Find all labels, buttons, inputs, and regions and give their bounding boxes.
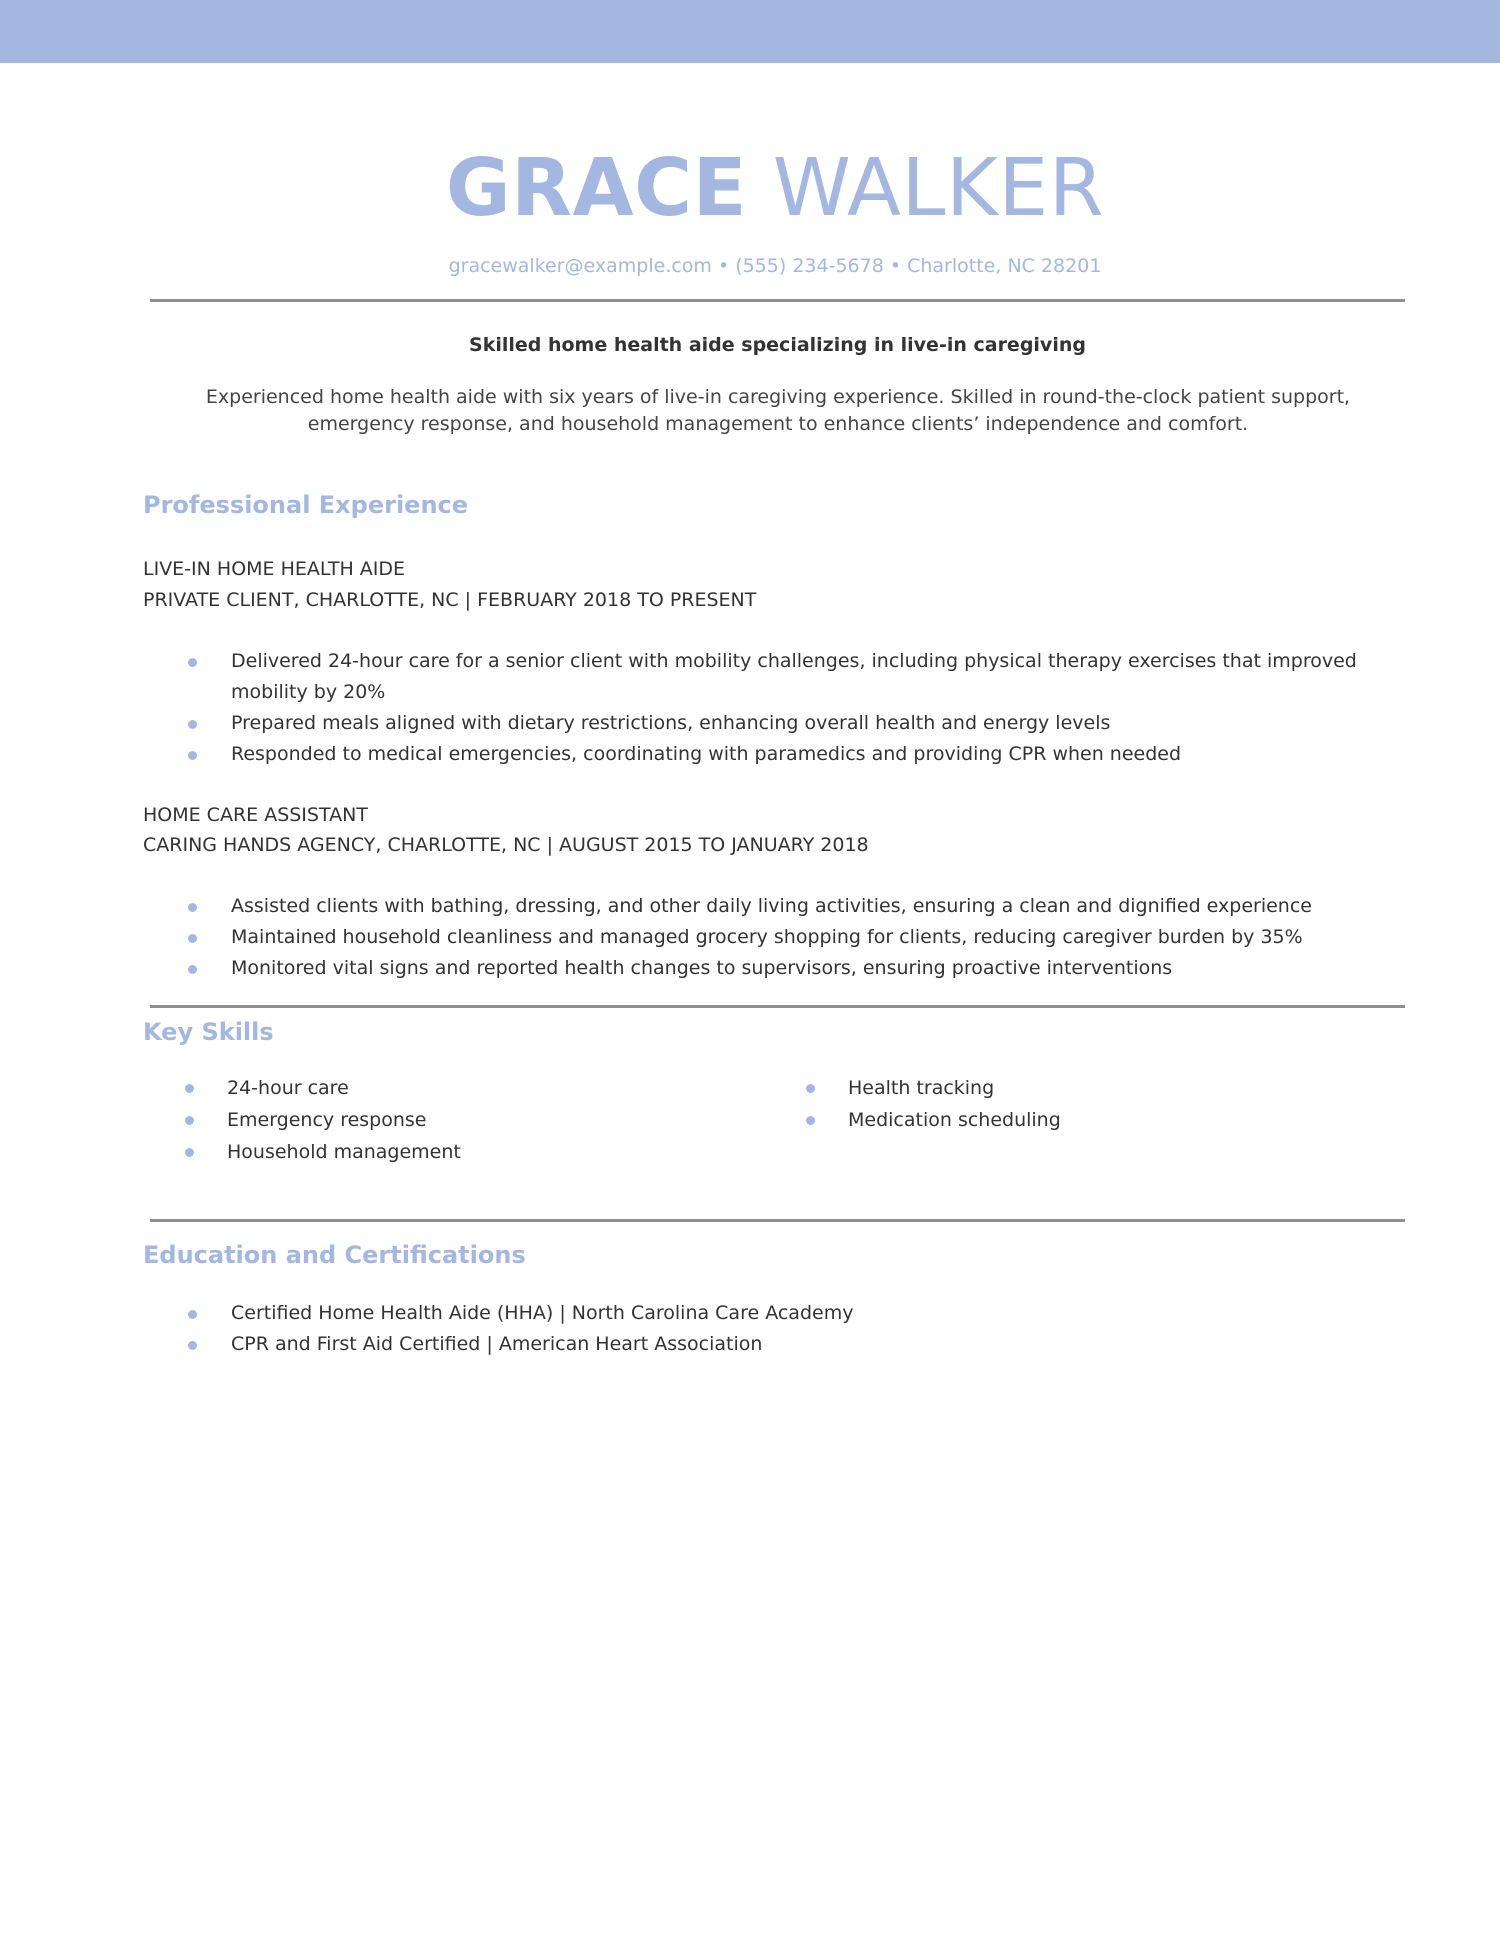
bullet-dot-icon: [188, 1341, 197, 1350]
bullet-item: [143, 891, 1408, 922]
bullet-dot-icon: [188, 1310, 197, 1319]
skill-text: Emergency response: [227, 1109, 427, 1131]
bullet-item: [143, 646, 1408, 708]
bullet-dot-icon: [188, 903, 197, 912]
skill-item: [143, 1072, 703, 1104]
skill-item: [143, 1136, 703, 1168]
bullet-text: Delivered 24-hour care for a senior client with mobility challenges, including physical therapy exercises that improved mobility by 20%: [231, 650, 1357, 703]
bullet-item: [143, 1329, 1408, 1360]
section-title-experience: Professional Experience: [143, 491, 469, 519]
bullet-dot-icon: [188, 934, 197, 943]
job-role: LIVE-IN HOME HEALTH AIDE: [143, 558, 406, 580]
bullet-dot-icon: [188, 658, 197, 667]
bullet-dot-icon: [188, 965, 197, 974]
skill-text: Household management: [227, 1141, 461, 1163]
top-color-band: [0, 0, 1500, 63]
job-bullets: [143, 891, 1408, 984]
bullet-text: Certified Home Health Aide (HHA) | North Carolina Care Academy: [231, 1302, 854, 1324]
section-title-education: Education and Certifications: [143, 1241, 526, 1269]
bullet-dot-icon: [188, 720, 197, 729]
job-role: HOME CARE ASSISTANT: [143, 804, 368, 826]
bullet-dot-icon: [185, 1084, 194, 1093]
skill-text: Health tracking: [848, 1077, 995, 1099]
bullet-text: CPR and First Aid Certified | American Heart Association: [231, 1333, 763, 1355]
bullet-text: Maintained household cleanliness and managed grocery shopping for clients, reducing caregiver burden by 35%: [231, 926, 1303, 948]
last-name: WALKER: [772, 142, 1105, 234]
job-meta: CARING HANDS AGENCY, CHARLOTTE, NC | AUGUST 2015 TO JANUARY 2018: [143, 834, 869, 856]
education-bullets: [143, 1298, 1408, 1360]
skill-text: 24-hour care: [227, 1077, 349, 1099]
bullet-text: Prepared meals aligned with dietary restrictions, enhancing overall health and energy levels: [231, 712, 1111, 734]
bullet-item: [143, 1298, 1408, 1329]
skill-text: Medication scheduling: [848, 1109, 1061, 1131]
bullet-item: [143, 922, 1408, 953]
experience-divider: [150, 1005, 1405, 1008]
bullet-item: [143, 739, 1408, 770]
bullet-dot-icon: [185, 1148, 194, 1157]
bullet-dot-icon: [806, 1084, 815, 1093]
skill-item: [764, 1104, 1324, 1136]
job-meta: PRIVATE CLIENT, CHARLOTTE, NC | FEBRUARY 2018 TO PRESENT: [143, 589, 757, 611]
summary: Experienced home health aide with six years of live-in caregiving experience. Skilled in round-the-clock patient support, emergency response, and household management to enhance clients’ independence and comfort.: [205, 386, 1351, 435]
bullet-item: [143, 953, 1408, 984]
bullet-text: Responded to medical emergencies, coordinating with paramedics and providing CPR when needed: [231, 743, 1182, 765]
skill-item: [764, 1072, 1324, 1104]
bullet-text: Assisted clients with bathing, dressing, and other daily living activities, ensuring a clean and dignified experience: [231, 895, 1312, 917]
section-title-skills: Key Skills: [143, 1018, 274, 1046]
candidate-name: [0, 138, 1500, 238]
job-bullets: [143, 646, 1408, 770]
skills-column-right: [764, 1072, 1324, 1136]
bullet-dot-icon: [188, 751, 197, 760]
skills-column-left: [143, 1072, 703, 1168]
first-name: GRACE: [445, 142, 748, 234]
skills-divider: [150, 1219, 1405, 1222]
bullet-item: [143, 708, 1408, 739]
header-divider: [150, 299, 1405, 302]
bullet-dot-icon: [806, 1116, 815, 1125]
bullet-text: Monitored vital signs and reported health changes to supervisors, ensuring proactive interventions: [231, 957, 1173, 979]
contact-info: gracewalker@example.com • (555) 234-5678 • Charlotte, NC 28201: [448, 255, 1102, 277]
headline: Skilled home health aide specializing in live-in caregiving: [469, 334, 1086, 356]
skill-item: [143, 1104, 703, 1136]
bullet-dot-icon: [185, 1116, 194, 1125]
